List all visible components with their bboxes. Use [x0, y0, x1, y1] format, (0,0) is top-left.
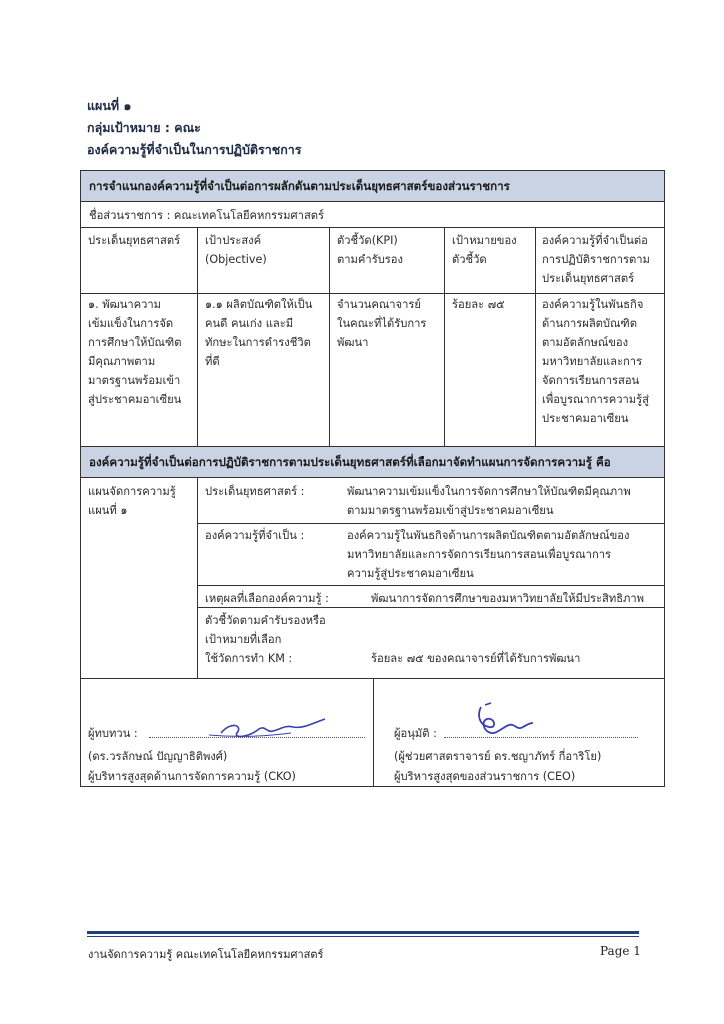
strategy-label: ประเด็นยุทธศาสตร์ :: [205, 485, 305, 498]
footer-rule: [87, 931, 639, 934]
plan-label: แผนจัดการความรู้ แผนที่ ๑: [88, 485, 176, 517]
row-kpi: จำนวนคณาจารย์ ในคณะที่ได้รับการ พัฒนา: [337, 298, 427, 349]
reason-value: พัฒนาการจัดการศึกษาของมหาวิทยาลัยให้มีประสิทธิภาพ: [371, 592, 645, 605]
knowledge-value: องค์ความรู้ในพันธกิจด้านการผลิตบัณฑิตตามอัตลักษณ์ของ มหาวิทยาลัยและการจัดการเรียนการสอนเพื่อบูรณาการ ความรู้สู่ประชาคมอาเซียน: [347, 529, 630, 580]
row-objective: ๑.๑ ผลิตบัณฑิตให้เป็น คนดี คนเก่ง และมี ทักษะในการดำรงชีวิต ที่ดี: [205, 298, 313, 368]
knowledge-label: องค์ความรู้ที่จำเป็น :: [205, 529, 305, 542]
row-knowledge: องค์ความรู้ในพันธกิจ ด้านการผลิตบัณฑิต ตามอัตลักษณ์ของ มหาวิทยาลัยและการ จัดการเรียนการสอน เพื่อบูรณาการความรู้สู่ ประชาคมอาเซียน: [542, 298, 650, 425]
km-plan-form: [80, 170, 665, 787]
reviewer-label: ผู้ทบทวน :: [88, 727, 138, 740]
header-target: เป้าหมายของ ตัวชี้วัด: [452, 234, 517, 266]
row-target: ร้อยละ ๗๕: [452, 298, 505, 311]
reviewer-signature: [201, 711, 331, 743]
agency-name: ชื่อส่วนราชการ : คณะเทคโนโลยีคหกรรมศาสตร์: [89, 209, 325, 222]
plan-number-heading: แผนที่ ๑: [87, 98, 132, 113]
reviewer-title: ผู้บริหารสูงสุดด้านการจัดการความรู้ (CKO): [88, 770, 296, 783]
section2-title-band: [81, 446, 664, 478]
page-number: Page 1: [600, 944, 641, 958]
header-strategy: ประเด็นยุทธศาสตร์: [88, 234, 181, 247]
footer-text: งานจัดการความรู้ คณะเทคโนโลยีคหกรรมศาสตร์: [88, 948, 324, 961]
divider: [197, 523, 664, 524]
reason-label: เหตุผลที่เลือกองค์ความรู้ :: [205, 592, 329, 605]
approver-name: (ผู้ช่วยศาสตราจารย์ ดร.ชญาภัทร์ กี่อาริโย): [394, 750, 602, 763]
header-knowledge: องค์ความรู้ที่จำเป็นต่อ การปฏิบัติราชการตาม ประเด็นยุทธศาสตร์: [542, 234, 650, 285]
column-divider: [329, 227, 330, 446]
kpi-value: ร้อยละ ๗๕ ของคณาจารย์ที่ได้รับการพัฒนา: [371, 652, 581, 665]
row-strategy: ๑. พัฒนาความ เข้มแข็งในการจัด การศึกษาให้บัณฑิต มีคุณภาพตาม มาตรฐานพร้อมเข้า สู่ประชาคมอาเซียน: [88, 298, 182, 406]
header-kpi: ตัวชี้วัด(KPI) ตามคำรับรอง: [337, 234, 403, 266]
kpi-label: ตัวชี้วัดตามคำรับรองหรือ เป้าหมายที่เลือก ใช้วัดการทำ KM :: [205, 614, 326, 665]
column-divider: [444, 227, 445, 446]
divider: [81, 227, 664, 228]
approver-title: ผู้บริหารสูงสุดของส่วนราชการ (CEO): [394, 770, 576, 783]
column-divider: [197, 478, 198, 678]
section2-title: องค์ความรู้ที่จำเป็นต่อการปฏิบัติราชการตามประเด็นยุทธศาสตร์ที่เลือกมาจัดทำแผนการจัดการความรู้ คือ: [89, 455, 611, 469]
column-divider: [197, 227, 198, 446]
section1-title-band: [81, 171, 664, 202]
divider: [197, 585, 664, 586]
reviewer-name: (ดร.วรลักษณ์ ปัญญาธิติพงศ์): [88, 750, 228, 763]
strategy-value: พัฒนาความเข้มแข็งในการจัดการศึกษาให้บัณฑิตมีคุณภาพ ตามมาตรฐานพร้อมเข้าสู่ประชาคมอาเซียน: [347, 485, 631, 517]
column-divider: [535, 227, 536, 446]
section1-title: การจำแนกองค์ความรู้ที่จำเป็นต่อการผลักดันตามประเด็นยุทธศาสตร์ของส่วนราชการ: [89, 179, 510, 193]
approver-label: ผู้อนุมัติ :: [394, 727, 437, 740]
approver-signature: [467, 701, 537, 741]
footer-rule-thin: [87, 936, 639, 937]
signature-divider: [373, 678, 374, 786]
divider: [81, 293, 664, 294]
target-group-heading: กลุ่มเป้าหมาย : คณะ: [87, 120, 201, 135]
knowledge-heading: องค์ความรู้ที่จำเป็นในการปฏิบัติราชการ: [87, 142, 302, 157]
header-objective: เป้าประสงค์ (Objective): [205, 234, 267, 266]
